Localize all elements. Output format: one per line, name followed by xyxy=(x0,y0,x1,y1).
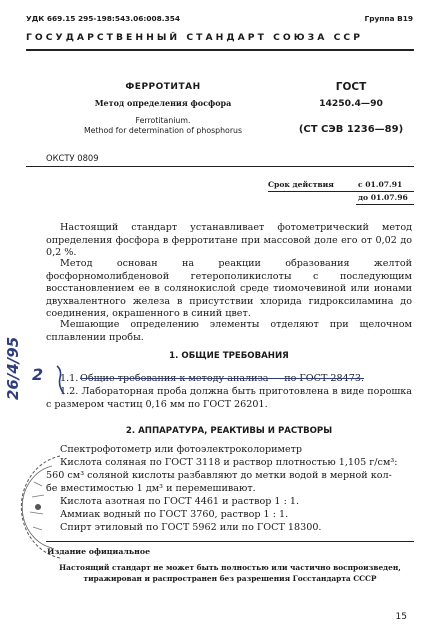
library-stamp xyxy=(8,452,68,562)
gost-label: ГОСТ xyxy=(335,81,367,93)
validity-label: Срок действия xyxy=(268,180,334,189)
subtitle-ru: Метод определения фосфора xyxy=(94,98,232,108)
reagent-line-7: Спирт этиловый по ГОСТ 5962 или по ГОСТ 18300. xyxy=(60,522,322,533)
header-rule xyxy=(26,49,414,51)
footer-rule xyxy=(46,541,414,542)
validity-from: с 01.07.91 xyxy=(358,180,403,189)
intro-paragraph-2: Метод основан на реакции образования желтой фосфорномолибденовой гетерополикислоты с последующим восстановлением ее в солянокислой среде тиомочевиной или ионами двухвалентного железа в присутствии хлорида гидроксиламина до соединения, окрашенного в синий цвет. xyxy=(46,258,412,320)
subtitle-en: Method for determination of phosphorus xyxy=(83,126,243,135)
item-1-2-text: 1.2. Лабораторная проба должна быть приготовлена в виде порошка с размером частиц 0,16 мм по ГОСТ 26201. xyxy=(46,386,412,410)
item-1-1-number: 1.1. xyxy=(60,373,79,384)
reagent-line-1: Спектрофотометр или фотоэлектроколориметр xyxy=(60,444,303,455)
handwritten-tick-mark xyxy=(54,360,74,400)
cmea-number: (СТ СЭВ 1236—89) xyxy=(298,124,404,135)
validity-to-rule xyxy=(356,204,414,205)
intro-paragraph-3: Мешающие определению элементы отделяют при щелочном сплавлении пробы. xyxy=(46,319,412,343)
reagent-line-3: 560 см³ соляной кислоты разбавляют до метки водой в мерной кол- xyxy=(46,470,392,481)
validity-rule xyxy=(268,191,414,192)
validity-to: до 01.07.96 xyxy=(358,193,408,202)
handwritten-margin-mark: 2 xyxy=(32,365,44,384)
gost-number: 14250.4—90 xyxy=(319,98,383,109)
handwritten-margin-note: 26/4/95 xyxy=(4,336,22,400)
group-code: Группа В19 xyxy=(364,14,413,23)
reagent-line-2: Кислота соляная по ГОСТ 3118 и раствор плотностью 1,105 г/см³: xyxy=(60,457,398,468)
item-1-1-text: Общие требования к методу анализа — по ГОСТ 28473. xyxy=(80,373,365,384)
udc-code: УДК 669.15 295-198:543.06:008.354 xyxy=(26,14,181,23)
title-ru: ФЕРРОТИТАН xyxy=(125,82,201,92)
section-1-heading: 1. ОБЩИЕ ТРЕБОВАНИЯ xyxy=(169,351,289,361)
official-edition: Издание официальное xyxy=(47,547,151,556)
okstu-code: ОКСТУ 0809 xyxy=(46,153,99,163)
reagent-line-6: Аммиак водный по ГОСТ 3760, раствор 1 : 1. xyxy=(60,509,289,520)
header-title: ГОСУДАРСТВЕННЫЙ СТАНДАРТ СОЮЗА ССР xyxy=(26,32,363,43)
reagent-line-4: бе вместимостью 1 дм³ и перемешивают. xyxy=(46,483,256,494)
title-en: Ferrotitanium. xyxy=(135,116,191,125)
reagent-line-5: Кислота азотная по ГОСТ 4461 и раствор 1 : 1. xyxy=(60,496,300,507)
intro-paragraph-1: Настоящий стандарт устанавливает фотометрический метод определения фосфора в ферротитане при массовой доле его от 0,02 до 0,2 %. xyxy=(46,222,412,259)
title-rule xyxy=(26,166,414,167)
reproduction-notice: Настоящий стандарт не может быть полностью или частично воспроизведен, тиражирован и распространен без разрешения Госстандарта СССР xyxy=(59,563,401,583)
section-2-heading: 2. АППАРАТУРА, РЕАКТИВЫ И РАСТВОРЫ xyxy=(125,426,333,436)
page-number: 15 xyxy=(395,612,407,622)
